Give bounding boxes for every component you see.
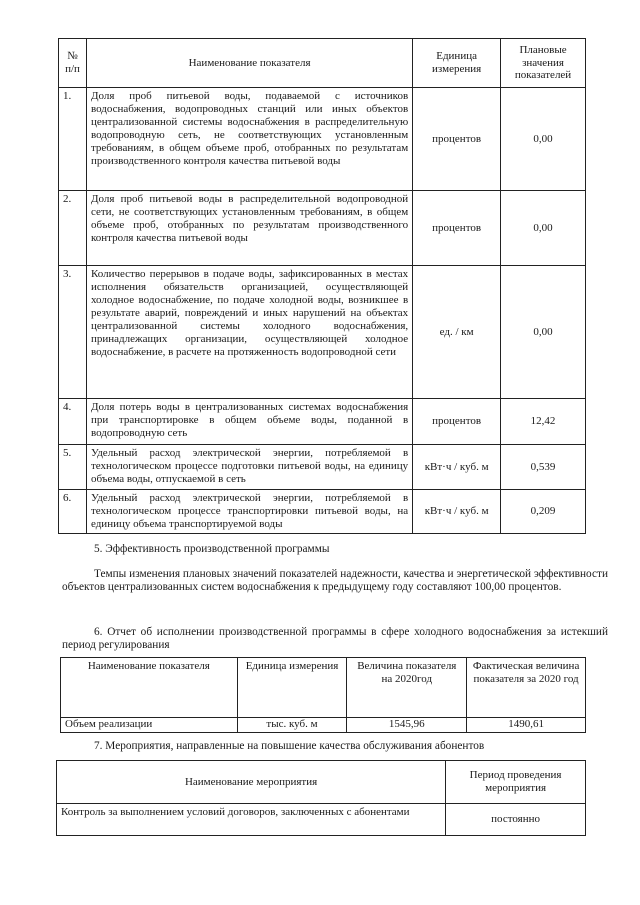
- report-header-row: [61, 658, 586, 718]
- report-header-name: Наименование показателя: [61, 658, 238, 718]
- measures-header-period: Период проведения мероприятия: [446, 761, 586, 804]
- header-unit: Единица измерения: [413, 39, 501, 88]
- report-table: [60, 657, 586, 733]
- row-unit: процентов: [413, 399, 501, 445]
- row-num: 4.: [59, 399, 87, 445]
- section5-heading: 5. Эффективность производственной программы: [94, 543, 330, 555]
- header-num: № п/п: [59, 39, 87, 88]
- row-num: 3.: [59, 266, 87, 399]
- measures-header-row: [57, 761, 586, 804]
- row-value: 0,00: [501, 266, 586, 399]
- row-num: 1.: [59, 88, 87, 191]
- report-fact: 1490,61: [467, 718, 586, 733]
- measures-name: Контроль за выполнением условий договоров, заключенных с абонентами: [57, 804, 446, 836]
- measures-header-name: Наименование мероприятия: [57, 761, 446, 804]
- table-row: [59, 399, 586, 445]
- row-name: Доля потерь воды в централизованных системах водоснабжения при транспортировке в общем объеме воды, поданной в водопроводную сеть: [86, 399, 412, 445]
- indicators-table: [58, 38, 586, 534]
- row-value: 0,209: [501, 490, 586, 534]
- row-name: Доля проб питьевой воды, подаваемой с источников водоснабжения, водопроводных станций или иных объектов централизованной системы водоснабжения в распределительную водопроводную сеть, не соответствующих установленным требованиям, в общем объеме проб, отобранных по результатам производственного контроля качества питьевой воды: [86, 88, 412, 191]
- report-name: Объем реализации: [61, 718, 238, 733]
- row-unit: кВт·ч / куб. м: [413, 490, 501, 534]
- report-header-unit: Единица измерения: [237, 658, 347, 718]
- row-num: 6.: [59, 490, 87, 534]
- row-name: Удельный расход электрической энергии, потребляемой в технологическом процессе транспортировки питьевой воды, на единицу объема транспортируемой воды: [86, 490, 412, 534]
- section5-text: Темпы изменения плановых значений показателей надежности, качества и энергетической эффективности объектов централизованных систем водоснабжения к предыдущему году составляют 100,00 процентов.: [62, 568, 608, 594]
- section7-heading: 7. Мероприятия, направленные на повышение качества обслуживания абонентов: [94, 740, 485, 752]
- row-value: 12,42: [501, 399, 586, 445]
- table-row: [57, 804, 586, 836]
- table-row: [59, 445, 586, 490]
- indicators-header-row: [59, 39, 586, 88]
- row-value: 0,00: [501, 191, 586, 266]
- row-value: 0,539: [501, 445, 586, 490]
- row-unit: процентов: [413, 88, 501, 191]
- table-row: [61, 718, 586, 733]
- row-num: 5.: [59, 445, 87, 490]
- row-unit: процентов: [413, 191, 501, 266]
- section6-heading: 6. Отчет об исполнении производственной программы в сфере холодного водоснабжения за истекший период регулирования: [62, 626, 608, 652]
- table-row: [59, 191, 586, 266]
- report-header-fact: Фактическая величина показателя за 2020 год: [467, 658, 586, 718]
- measures-period: постоянно: [446, 804, 586, 836]
- row-value: 0,00: [501, 88, 586, 191]
- report-unit: тыс. куб. м: [237, 718, 347, 733]
- row-unit: ед. / км: [413, 266, 501, 399]
- row-num: 2.: [59, 191, 87, 266]
- table-row: [59, 88, 586, 191]
- header-plan: Плановые значения показателей: [501, 39, 586, 88]
- row-name: Доля проб питьевой воды в распределительной водопроводной сети, не соответствующих установленным требованиям, в общем объеме проб, отобранных по результатам производственного контроля качества питьевой воды: [86, 191, 412, 266]
- report-plan: 1545,96: [347, 718, 467, 733]
- table-row: [59, 490, 586, 534]
- table-row: [59, 266, 586, 399]
- measures-table: [56, 760, 586, 836]
- report-header-plan: Величина показателя на 2020год: [347, 658, 467, 718]
- row-name: Удельный расход электрической энергии, потребляемой в технологическом процессе подготовки питьевой воды, на единицу объема воды, отпускаемой в сеть: [86, 445, 412, 490]
- row-name: Количество перерывов в подаче воды, зафиксированных в местах исполнения обязательств организацией, осуществляющей холодное водоснабжение, по подаче холодной воды, возникшее в результате аварий, повреждений и иных нарушений на объектах централизованной системы холодного водоснабжения, принадлежащих организации, осуществляющей холодное водоснабжение, в расчете на протяженность водопроводной сети: [86, 266, 412, 399]
- header-name: Наименование показателя: [86, 39, 412, 88]
- row-unit: кВт·ч / куб. м: [413, 445, 501, 490]
